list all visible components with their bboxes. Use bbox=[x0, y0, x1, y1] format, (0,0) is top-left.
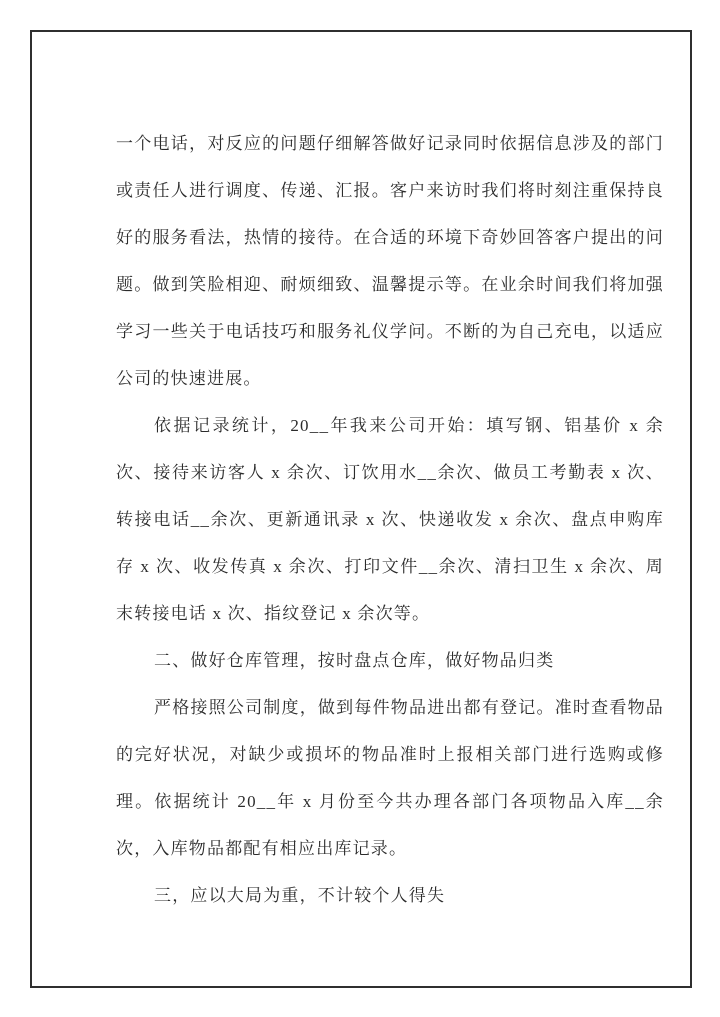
paragraph: 严格接照公司制度，做到每件物品进出都有登记。准时查看物品的完好状况，对缺少或损坏的物品准时上报相关部门进行选购或修理。依据统计 20__年 x 月份至今共办理各部门各项物品入库__余次，入库物品都配有相应出库记录。 bbox=[116, 698, 664, 858]
paragraph: 三，应以大局为重，不计较个人得失 bbox=[154, 886, 446, 905]
document-page-border bbox=[30, 30, 692, 988]
paragraph: 依据记录统计，20__年我来公司开始：填写钢、铝基价 x 余次、接待来访客人 x 余次、订饮用水__余次、做员工考勤表 x 次、转接电话__余次、更新通讯录 x 次、快递收发 x 余次、盘点申购库存 x 次、收发传真 x 余次、打印文件__余次、清扫卫生 x 余次、周末转接电话 x 次、指纹登记 x 余次等。 bbox=[116, 416, 664, 623]
paragraph: 二、做好仓库管理，按时盘点仓库，做好物品归类 bbox=[154, 651, 555, 670]
document-body bbox=[116, 120, 664, 919]
paragraph: 一个电话，对反应的问题仔细解答做好记录同时依据信息涉及的部门或责任人进行调度、传递、汇报。客户来访时我们将时刻注重保持良好的服务看法，热情的接待。在合适的环境下奇妙回答客户提出的问题。做到笑脸相迎、耐烦细致、温馨提示等。在业余时间我们将加强学习一些关于电话技巧和服务礼仪学问。不断的为自己充电，以适应公司的快速进展。 bbox=[116, 134, 664, 388]
